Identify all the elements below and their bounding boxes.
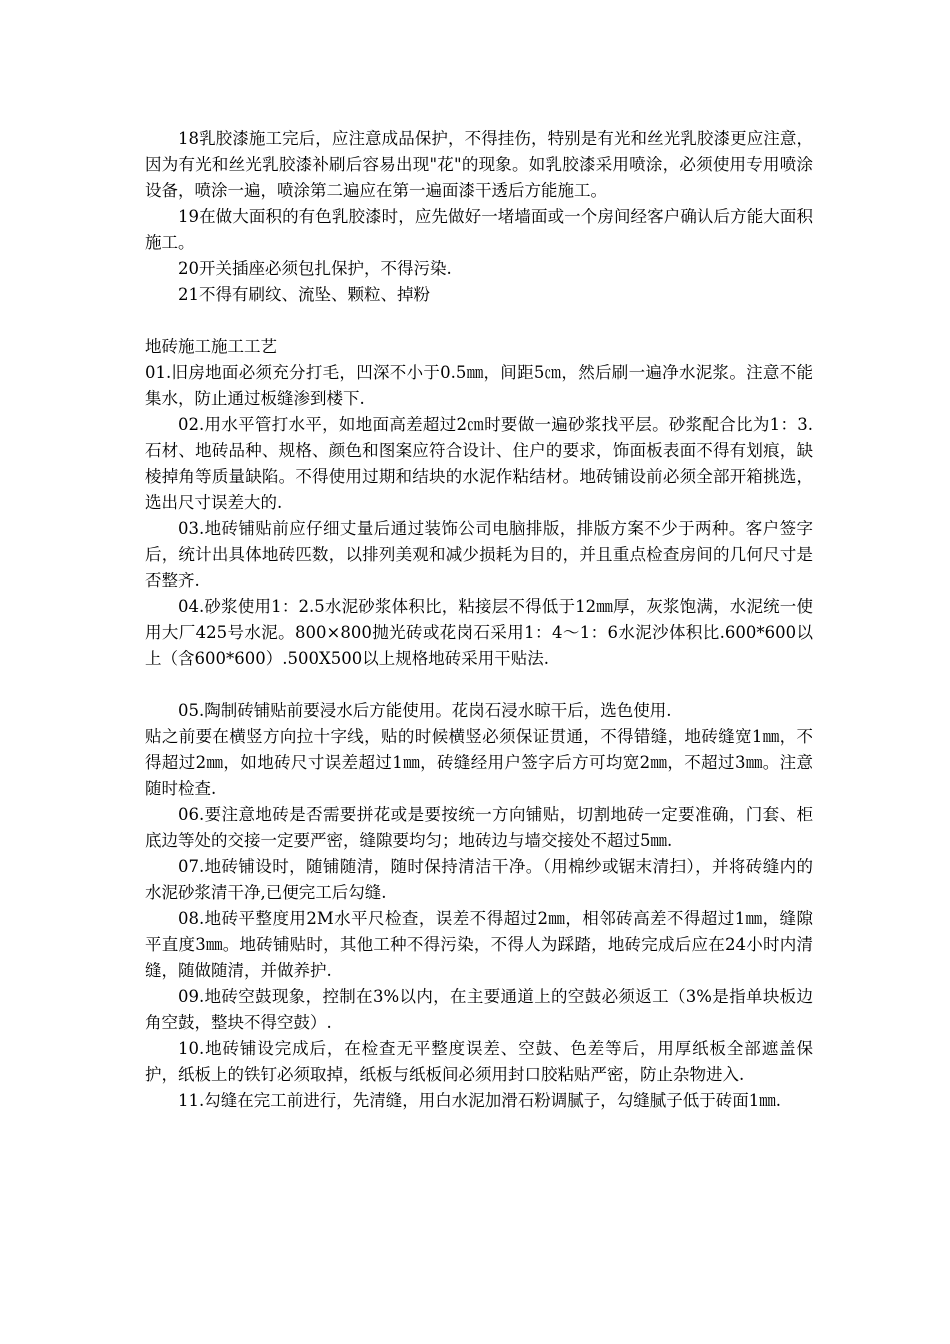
item-04: 04.砂浆使用1：2.5水泥砂浆体积比，粘接层不得低于12㎜厚，灰浆饱满，水泥统一使用大厂425号水泥。800×800抛光砖或花岗石采用1：4～1：6水泥沙体积比.600*600以上（含600*600）.500X500以上规格地砖采用干贴法. (145, 597, 813, 668)
item-07: 07.地砖铺设时，随铺随清，随时保持清洁干净。（用棉纱或锯末清扫），并将砖缝内的水泥砂浆清干净,已便完工后勾缝. (145, 857, 813, 902)
item-01: 01.旧房地面必须充分打毛，凹深不小于0.5㎜，间距5㎝，然后刷一遍净水泥浆。注意不能集水，防止通过板缝渗到楼下. (145, 363, 813, 408)
item-10: 10.地砖铺设完成后，在检查无平整度误差、空鼓、色差等后，用厚纸板全部遮盖保护，纸板上的铁钉必须取掉，纸板与纸板间必须用封口胶粘贴严密，防止杂物进入. (145, 1039, 813, 1084)
spacer (145, 672, 813, 698)
paragraph-19: 19在做大面积的有色乳胶漆时，应先做好一堵墙面或一个房间经客户确认后方能大面积施工。 (145, 207, 813, 252)
paragraph-21: 21不得有刷纹、流坠、颗粒、掉粉 (178, 285, 430, 304)
item-05: 05.陶制砖铺贴前要浸水后方能使用。花岗石浸水晾干后，选色使用. (178, 701, 672, 720)
paragraph-18: 18乳胶漆施工完后，应注意成品保护，不得挂伤，特别是有光和丝光乳胶漆更应注意，因为有光和丝光乳胶漆补刷后容易出现"花"的现象。如乳胶漆采用喷涂，必须使用专用喷涂设备，喷涂一遍，喷涂第二遍应在第一遍面漆干透后方能施工。 (145, 129, 813, 200)
item-03: 03.地砖铺贴前应仔细丈量后通过装饰公司电脑排版，排版方案不少于两种。客户签字后，统计出具体地砖匹数，以排列美观和减少损耗为目的，并且重点检查房间的几何尺寸是否整齐. (145, 519, 813, 590)
spacer (145, 308, 813, 334)
item-11: 11.勾缝在完工前进行，先清缝，用白水泥加滑石粉调腻子，勾缝腻子低于砖面1㎜. (178, 1091, 781, 1110)
item-06: 06.要注意地砖是否需要拼花或是要按统一方向铺贴，切割地砖一定要准确，门套、柜底边等处的交接一定要严密，缝隙要均匀；地砖边与墙交接处不超过5㎜. (145, 805, 813, 850)
section-heading: 地砖施工施工工艺 (145, 337, 277, 356)
item-05-continued: 贴之前要在横竖方向拉十字线，贴的时候横竖必须保证贯通，不得错缝，地砖缝宽1㎜，不得超过2㎜，如地砖尺寸误差超过1㎜，砖缝经用户签字后方可均宽2㎜，不超过3㎜。注意随时检查. (145, 727, 813, 798)
paragraph-20: 20开关插座必须包扎保护，不得污染. (178, 259, 452, 278)
item-08: 08.地砖平整度用2M水平尺检查，误差不得超过2㎜，相邻砖高差不得超过1㎜，缝隙平直度3㎜。地砖铺贴时，其他工种不得污染，不得人为踩踏，地砖完成后应在24小时内清缝，随做随清，并做养护. (145, 909, 813, 980)
document-body (145, 126, 813, 1114)
item-02: 02.用水平管打水平，如地面高差超过2㎝时要做一遍砂浆找平层。砂浆配合比为1：3.石材、地砖品种、规格、颜色和图案应符合设计、住户的要求，饰面板表面不得有划痕，缺棱掉角等质量缺陷。不得使用过期和结块的水泥作粘结材。地砖铺设前必须全部开箱挑选，选出尺寸误差大的. (145, 415, 813, 512)
item-09: 09.地砖空鼓现象，控制在3%以内，在主要通道上的空鼓必须返工（3%是指单块板边角空鼓，整块不得空鼓）. (145, 987, 813, 1032)
